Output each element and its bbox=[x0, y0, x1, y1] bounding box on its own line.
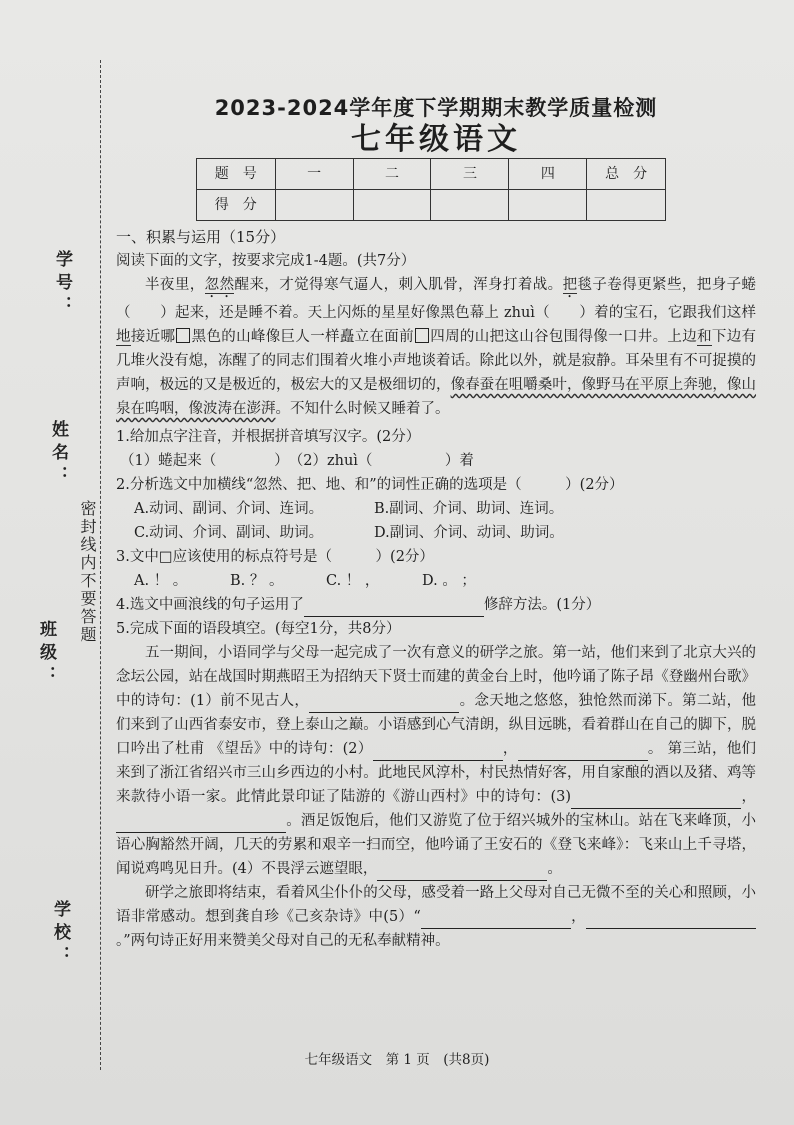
score-cell: 三 bbox=[431, 159, 509, 190]
answer-blank[interactable] bbox=[116, 816, 286, 833]
score-input-cell[interactable] bbox=[431, 190, 509, 221]
page-footer: 七年级语文 第 1 页 (共8页) bbox=[304, 1052, 490, 1068]
question-2: 2.分析选文中加横线“忽然、把、地、和”的词性正确的选项是（ ）(2分） bbox=[116, 477, 624, 493]
score-cell: 一 bbox=[275, 159, 353, 190]
score-input-cell[interactable] bbox=[275, 190, 353, 221]
underlined-word: 把 bbox=[562, 277, 578, 293]
q5-paragraph-2: 研学之旅即将结束，看着风尘仆仆的父母，感受着一路上父母对自己无微不至的关心和照顾，小语非常感动。想到龚自珍《己亥杂诗》中(5）“ ，。”两句诗正好用来赞美父母对自己的无私奉献精神。 bbox=[116, 885, 756, 949]
q5-paragraph-1: 五一期间，小语同学与父母一起完成了一次有意义的研学之旅。第一站，他们来到了北京大兴的念坛公园，站在战国时期燕昭王为招纳天下贤士而建的黄金台上时，他吟诵了陈子昂《登幽州台歌》中的诗句：(1）前不见古人， 。念天地之悠悠，独怆然而涕下。第二站，他们来到了山西省泰安市，登上泰山之巅。小语感到心气清朗，纵目远眺，看着群山在自己的脚下，脱口吟出了杜甫 《望岳》中的诗句：(2） ， 。 第三站，他们来到了浙江省绍兴市三山乡西边的小村。此地民风淳朴，村民热情好客，用自家酿的酒以及猪、鸡等来款待小语一家。此情此景印证了陆游的《游山西村》中的诗句：(3) ，。酒足饭饱后，他们又游览了位于绍兴城外的宝林山。站在飞来峰顶，小语心胸豁然开阔，几天的劳累和艰辛一扫而空，他吟诵了王安石的《登飞来峰》：飞来山上千寻塔，闻说鸡鸣见日升。(4）不畏浮云遮望眼， 。 bbox=[116, 641, 756, 881]
score-input-cell[interactable] bbox=[587, 190, 666, 221]
q3-option-a[interactable]: A. ！ 。 bbox=[134, 573, 188, 589]
underlined-word: 地 bbox=[116, 329, 131, 345]
exam-title: 2023-2024学年度下学期期末教学质量检测 bbox=[214, 96, 658, 120]
q3-option-b[interactable]: B. ？ 。 bbox=[230, 573, 284, 589]
answer-blank[interactable] bbox=[373, 744, 503, 761]
section-intro: 阅读下面的文字，按要求完成1-4题。(共7分） bbox=[116, 253, 416, 269]
question-1: 1.给加点字注音，并根据拼音填写汉字。(2分） bbox=[116, 429, 421, 445]
question-3: 3.文中□应该使用的标点符号是（ ）(2分） bbox=[116, 549, 434, 565]
student-no-label: 学号： bbox=[52, 250, 72, 319]
underlined-word: 忽然 bbox=[204, 277, 235, 293]
question-5: 5.完成下面的语段填空。(每空1分，共8分） bbox=[116, 621, 401, 637]
school-label: 学校： bbox=[50, 900, 70, 969]
q2-option-b[interactable]: B.副词、介词、助词、连词。 bbox=[374, 501, 564, 517]
seal-dashed-line bbox=[100, 60, 101, 1070]
q2-options bbox=[116, 497, 756, 521]
question-1-items bbox=[116, 449, 756, 473]
q1-item-1[interactable]: （1）蜷起来（ ） bbox=[120, 453, 282, 469]
answer-blank[interactable] bbox=[309, 696, 459, 713]
name-label: 姓名： bbox=[48, 420, 68, 489]
binding-margin bbox=[0, 0, 100, 1125]
score-table bbox=[196, 158, 666, 221]
q2-option-a[interactable]: A.动词、副词、介词、连词。 bbox=[134, 501, 324, 517]
wavy-underlined-sentence: 像春蚕在咀嚼桑叶，像野马在平原上奔驰，像山泉在呜咽，像波涛在澎湃 bbox=[116, 377, 757, 417]
reading-passage: 半夜里，忽然醒来，才觉得寒气逼人，刺入肌骨，浑身打着战。把毯子卷得更紧些，把身子蜷（ ）起来，还是睡不着。天上闪烁的星星好像黑色幕上 zhuì（ ）着的宝石，它跟我们这样地接近哪 黑色的山峰像巨人一样矗立在面前 四周的山把这山谷包围得像一口井。上边和下边有几堆火没有熄，冻醒了的同志们围着火堆小声地谈着话。除此以外，就是寂静。耳朵里有不可捉摸的声响，极远的又是极近的，极宏大的又是极细切的，像春蚕在咀嚼桑叶，像野马在平原上奔驰，像山泉在呜咽，像波涛在澎湃。不知什么时候又睡着了。 bbox=[116, 277, 757, 417]
score-input-cell[interactable] bbox=[353, 190, 431, 221]
q3-option-c[interactable]: C. ！ ， bbox=[326, 573, 380, 589]
q2-option-d[interactable]: D.副词、介词、动词、助词。 bbox=[374, 525, 564, 541]
punctuation-blank-box[interactable] bbox=[176, 328, 190, 343]
underlined-word: 和 bbox=[697, 329, 712, 345]
q1-item-2[interactable]: （2）zhuì（ ）着 bbox=[295, 453, 474, 469]
answer-blank[interactable] bbox=[586, 912, 756, 929]
q2-option-c[interactable]: C.动词、介词、副词、助词。 bbox=[134, 525, 324, 541]
section-heading: 一、积累与运用（15分） bbox=[116, 228, 286, 246]
score-table-header-row bbox=[197, 159, 666, 190]
q3-options bbox=[116, 569, 756, 593]
score-cell: 总 分 bbox=[587, 159, 666, 190]
q3-option-d[interactable]: D. 。 ； bbox=[422, 573, 476, 589]
answer-blank[interactable] bbox=[421, 912, 571, 929]
score-cell: 二 bbox=[353, 159, 431, 190]
exam-content bbox=[116, 90, 756, 953]
q2-options bbox=[116, 521, 756, 545]
score-cell: 四 bbox=[509, 159, 587, 190]
seal-line-notice: 密封线内不要答题 bbox=[78, 500, 97, 644]
punctuation-blank-box[interactable] bbox=[415, 328, 429, 343]
exam-subject: 七年级语文 bbox=[351, 122, 521, 157]
score-cell: 题 号 bbox=[197, 159, 276, 190]
answer-blank[interactable] bbox=[571, 792, 741, 809]
class-label: 班级： bbox=[36, 620, 56, 689]
score-cell: 得 分 bbox=[197, 190, 276, 221]
question-4: 4.选文中画浪线的句子运用了 修辞方法。(1分） bbox=[116, 593, 756, 617]
answer-blank[interactable] bbox=[304, 600, 484, 617]
score-table-score-row bbox=[197, 190, 666, 221]
score-input-cell[interactable] bbox=[509, 190, 587, 221]
answer-blank[interactable] bbox=[377, 864, 547, 881]
answer-blank[interactable] bbox=[518, 744, 648, 761]
